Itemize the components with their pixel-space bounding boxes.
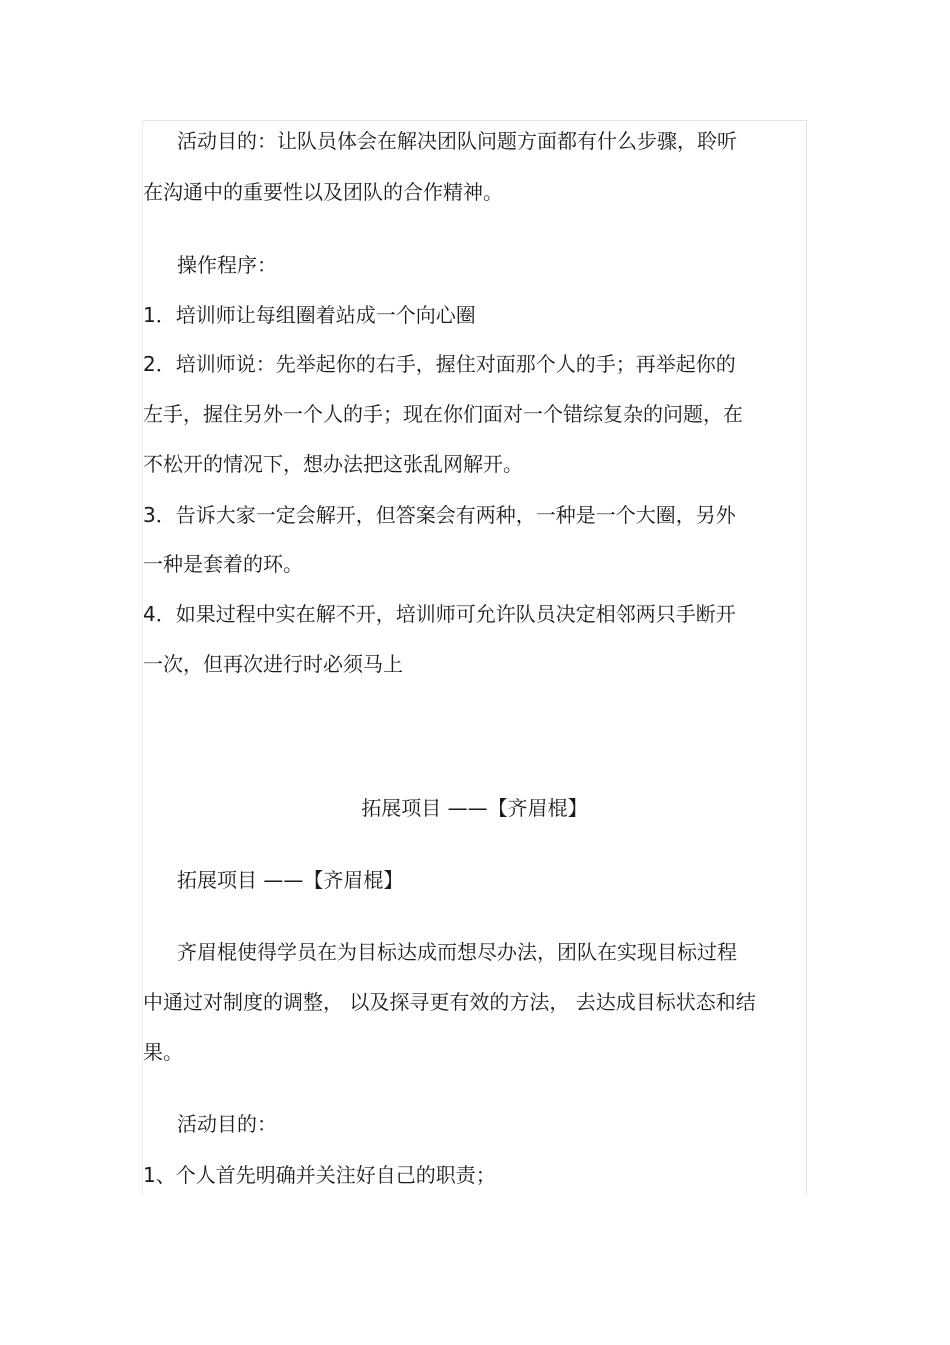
intro-line-2: 中通过对制度的调整， 以及探寻更有效的方法， 去达成目标状态和结 — [143, 990, 756, 1014]
step-4-line-2: 一次，但再次进行时必须马上 — [143, 652, 403, 676]
intro-line-3: 果。 — [143, 1040, 183, 1064]
purpose-line-2: 在沟通中的重要性以及团队的合作精神。 — [143, 180, 503, 204]
intro-line-1: 齐眉棍使得学员在为目标达成而想尽办法，团队在实现目标过程 — [177, 940, 737, 964]
purpose-line-1: 活动目的：让队员体会在解决团队问题方面都有什么步骤，聆听 — [177, 129, 737, 153]
step-4-line-1: 4．如果过程中实在解不开，培训师可允许队员决定相邻两只手断开 — [143, 602, 736, 626]
purpose-item-1: 1、个人首先明确并关注好自己的职责； — [143, 1163, 496, 1187]
section-subtitle: 拓展项目 ——【齐眉棍】 — [177, 868, 404, 892]
purpose-heading: 活动目的： — [177, 1112, 277, 1136]
step-3-line-2: 一种是套着的环。 — [143, 552, 303, 576]
step-3-line-1: 3．告诉大家一定会解开，但答案会有两种，一种是一个大圈，另外 — [143, 503, 736, 527]
step-2-line-2: 左手，握住另外一个人的手；现在你们面对一个错综复杂的问题，在 — [143, 402, 743, 426]
step-2-line-1: 2．培训师说：先举起你的右手，握住对面那个人的手；再举起你的 — [143, 352, 736, 376]
step-1: 1．培训师让每组圈着站成一个向心圈 — [143, 303, 476, 327]
step-2-line-3: 不松开的情况下，想办法把这张乱网解开。 — [143, 452, 523, 476]
section-title: 拓展项目 ——【齐眉棍】 — [361, 796, 588, 820]
procedure-heading: 操作程序： — [177, 253, 277, 277]
